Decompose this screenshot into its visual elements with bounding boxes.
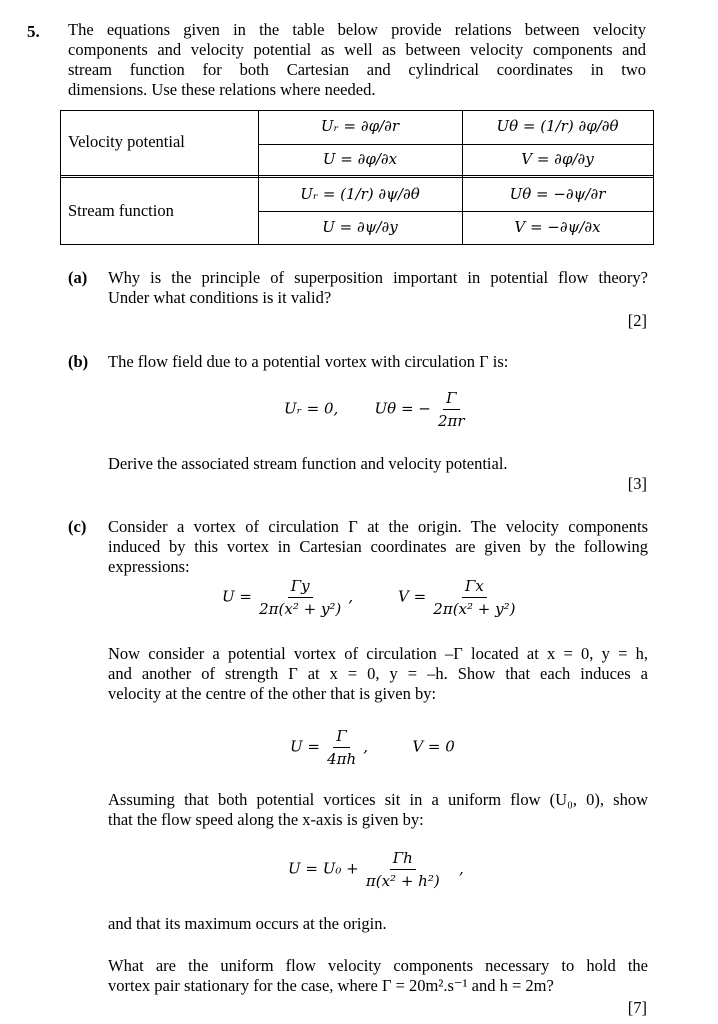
vp-cylindrical-r: Uᵣ = ∂φ/∂r	[320, 117, 400, 135]
intro-line: stream function for both Cartesian and cylindrical coordinates in two	[68, 60, 646, 79]
part-c-paragraph-4: and that its maximum occurs at the origin.	[108, 914, 387, 933]
eq-utheta-lhs: Uθ = −	[374, 399, 431, 418]
question-number: 5.	[27, 22, 40, 41]
relations-table	[60, 110, 654, 246]
part-a-label: (a)	[68, 268, 88, 287]
vp-cartesian-y: V = ∂φ/∂y	[521, 150, 594, 168]
part-c-paragraph-5	[108, 956, 648, 996]
part-c-line: expressions:	[108, 557, 190, 576]
question-intro	[68, 20, 646, 100]
part-c-intro	[108, 517, 648, 577]
eq4-numerator: Γh	[390, 848, 416, 870]
part-b-task: Derive the associated stream function and velocity potential.	[108, 454, 508, 473]
part-c-equation-2	[398, 576, 518, 619]
eq3-lhs: U =	[290, 737, 320, 756]
part-c-equation-1	[222, 576, 353, 619]
part-c-equation-4	[288, 848, 464, 891]
part-b-equation	[284, 388, 468, 431]
part-c-line: and another of strength Γ at x = 0, y = –h. Show that each induces a	[108, 664, 648, 683]
part-c-paragraph-2	[108, 644, 648, 704]
intro-line: dimensions. Use these relations where needed.	[68, 80, 376, 99]
part-c-label: (c)	[68, 517, 87, 536]
vp-cartesian-x: U = ∂φ/∂x	[322, 150, 398, 168]
part-c-paragraph-3	[108, 790, 648, 830]
intro-line: The equations given in the table below provide relations between velocity	[68, 20, 646, 39]
eq2-numerator: Γx	[462, 576, 487, 598]
eq-ur-zero: Uᵣ = 0,	[284, 399, 339, 418]
part-a-line: Why is the principle of superposition important in potential flow theory?	[108, 268, 648, 287]
part-b-marks: [3]	[627, 474, 647, 493]
part-a-marks: [2]	[627, 311, 647, 330]
part-c-marks: [7]	[627, 998, 647, 1017]
eq4-comma: ,	[458, 859, 464, 878]
eq1-comma: ,	[348, 587, 354, 606]
part-a-line: Under what conditions is it valid?	[108, 288, 332, 307]
part-c-equation-3	[290, 726, 455, 769]
eq3-denominator: 4πh	[327, 750, 357, 768]
sf-cylindrical-theta: Uθ = −∂ψ/∂r	[509, 185, 606, 203]
part-c-line: velocity at the centre of the other that is given by:	[108, 684, 437, 703]
part-c-line: that the flow speed along the x-axis is given by:	[108, 810, 424, 829]
eq-utheta-denominator: 2πr	[438, 412, 465, 430]
eq1-fraction	[256, 576, 344, 619]
intro-line: components and velocity potential as well as between velocity components and	[68, 40, 646, 59]
part-b-label: (b)	[68, 352, 89, 371]
eq3-numerator: Γ	[333, 726, 349, 748]
eq-utheta-numerator: Γ	[443, 388, 459, 410]
part-a-text	[108, 268, 648, 308]
sf-cartesian-x: U = ∂ψ/∂y	[322, 218, 398, 236]
sf-cartesian-y: V = −∂ψ/∂x	[514, 218, 601, 236]
eq1-denominator: 2π(x² + y²)	[259, 600, 342, 618]
vp-cylindrical-theta: Uθ = (1/r) ∂φ/∂θ	[496, 117, 619, 135]
part-c-line: induced by this vortex in Cartesian coordinates are given by the following	[108, 537, 648, 556]
eq1-lhs: U =	[222, 587, 252, 606]
eq3-comma: ,	[363, 737, 369, 756]
eq4-lhs: U = U₀ +	[288, 859, 359, 878]
eq2-lhs: V =	[398, 587, 427, 606]
row-label-velocity-potential: Velocity potential	[68, 132, 185, 151]
eq3-v-zero: V = 0	[412, 737, 455, 756]
eq-utheta-fraction	[435, 388, 468, 431]
eq2-denominator: 2π(x² + y²)	[433, 600, 516, 618]
eq4-denominator: π(x² + h²)	[365, 872, 440, 890]
row-label-stream-function: Stream function	[68, 201, 174, 220]
part-c-line: vortex pair stationary for the case, where Γ = 20m².s⁻¹ and h = 2m?	[108, 976, 554, 995]
part-c-line: What are the uniform flow velocity components necessary to hold the	[108, 956, 648, 975]
sf-cylindrical-r: Uᵣ = (1/r) ∂ψ/∂θ	[300, 185, 420, 203]
eq1-numerator: Γy	[288, 576, 313, 598]
eq4-fraction	[363, 848, 443, 891]
part-c-line: Now consider a potential vortex of circulation –Γ located at x = 0, y = h,	[108, 644, 648, 663]
part-c-line: Consider a vortex of circulation Γ at the origin. The velocity components	[108, 517, 648, 536]
eq2-fraction	[430, 576, 518, 619]
part-b-intro: The flow field due to a potential vortex with circulation Γ is:	[108, 352, 509, 371]
eq3-fraction	[324, 726, 359, 769]
part-c-line: Assuming that both potential vortices sit in a uniform flow (U₀, 0), show	[108, 790, 648, 809]
